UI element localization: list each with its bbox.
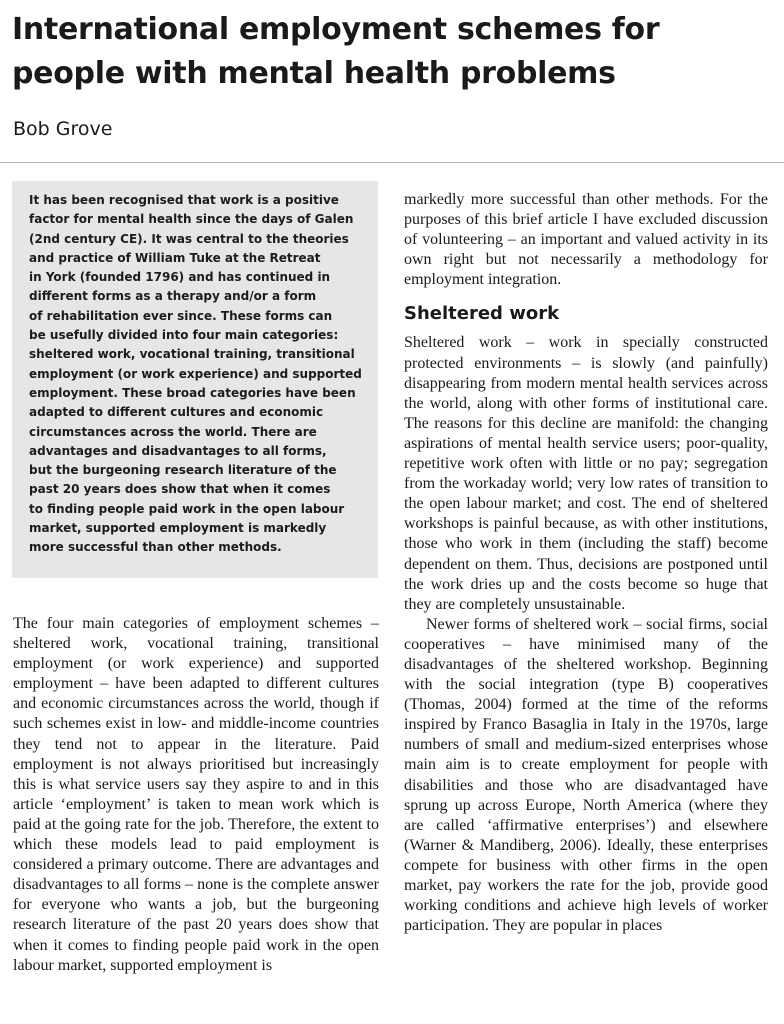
- body-column-left: [13, 614, 379, 976]
- abstract-box: [12, 181, 378, 578]
- body-paragraph-intro: The four main categories of employment schemes – sheltered work, vocational training, transitional employment (or work experience) and supported employment – have been adapted to different cultures and economic circumstances across the world, though if such schemes exist in low- and middle-income countries they tend not to appear in the literature. Paid employment is not always prioritised but increasingly this is what service users say they aspire to and in this article ‘employment’ is taken to mean work which is paid at the going rate for the job. Therefore, the extent to which these models lead to paid employment is considered a primary outcome. There are advantages and disadvantages to all forms – none is the complete answer for everyone who wants a job, but the burgeoning research literature of the past 20 years does show that when it comes to finding people paid work in the open labour market, supported employment is: [13, 615, 379, 974]
- author-name: Bob Grove: [13, 118, 113, 140]
- section-heading-sheltered-work: Sheltered work: [404, 303, 560, 325]
- body-paragraph-sheltered-2: Newer forms of sheltered work – social firms, social cooperatives – have minimised many of the disadvantages of the sheltered workshop. Beginning with the social integration (type B) cooperatives (Thomas, 2004) formed at the time of the reforms inspired by Franco Basaglia in Italy in the 1970s, large numbers of small and medium-sized enterprises whose main aim is to create employment for people with disabilities and those who are disadvantaged have sprung up across Europe, North America (where they are called ‘affirmative enterprises’) and elsewhere (Warner & Mandiberg, 2006). Ideally, these enterprises compete for business with other firms in the open market, pay workers the rate for the job, provide good working conditions and achieve high levels of worker participation. They are popular in places: [404, 615, 768, 935]
- abstract-text: It has been recognised that work is a positive factor for mental health since the days of Galen (2nd century CE). It was central to the theories and practice of William Tuke at the Retreat in York (founded 1796) and has continued in different forms as a therapy and/or a form of rehabilitation ever since. These forms can be usefully divided into four main categories: sheltered work, vocational training, transitional employment (or work experience) and supported employment. These broad categories have been adapted to different cultures and economic circumstances across the world. There are advantages and disadvantages to all forms, but the burgeoning research literature of the past 20 years does show that when it comes to finding people paid work in the open labour market, supported employment is markedly more successful than other methods.: [29, 193, 362, 555]
- body-paragraph-continued: markedly more successful than other methods. For the purposes of this brief article I have excluded discussion of volunteering – an important and valued activity in its own right but not necessarily a methodology for employment integration.: [404, 191, 768, 289]
- body-paragraph-sheltered-1: Sheltered work – work in specially constructed protected environments – is slowly (and painfully) disappearing from modern mental health services across the world, along with other forms of institutional care. The reasons for this decline are manifold: the changing aspirations of mental health service users; poor-quality, repetitive work often with little or no pay; segregation from the workaday world; very low rates of transition to the open labour market; and cost. The end of sheltered workshops is painful because, as with other institutions, those who work in them (including the staff) become dependent on them. Thus, decisions are postponed until the work dries up and the costs become so huge that they are completely unsustainable.: [404, 334, 768, 613]
- header-divider: [0, 162, 784, 163]
- article-title: International employment schemes for people with mental health problems: [12, 12, 660, 91]
- body-column-right: [404, 190, 768, 936]
